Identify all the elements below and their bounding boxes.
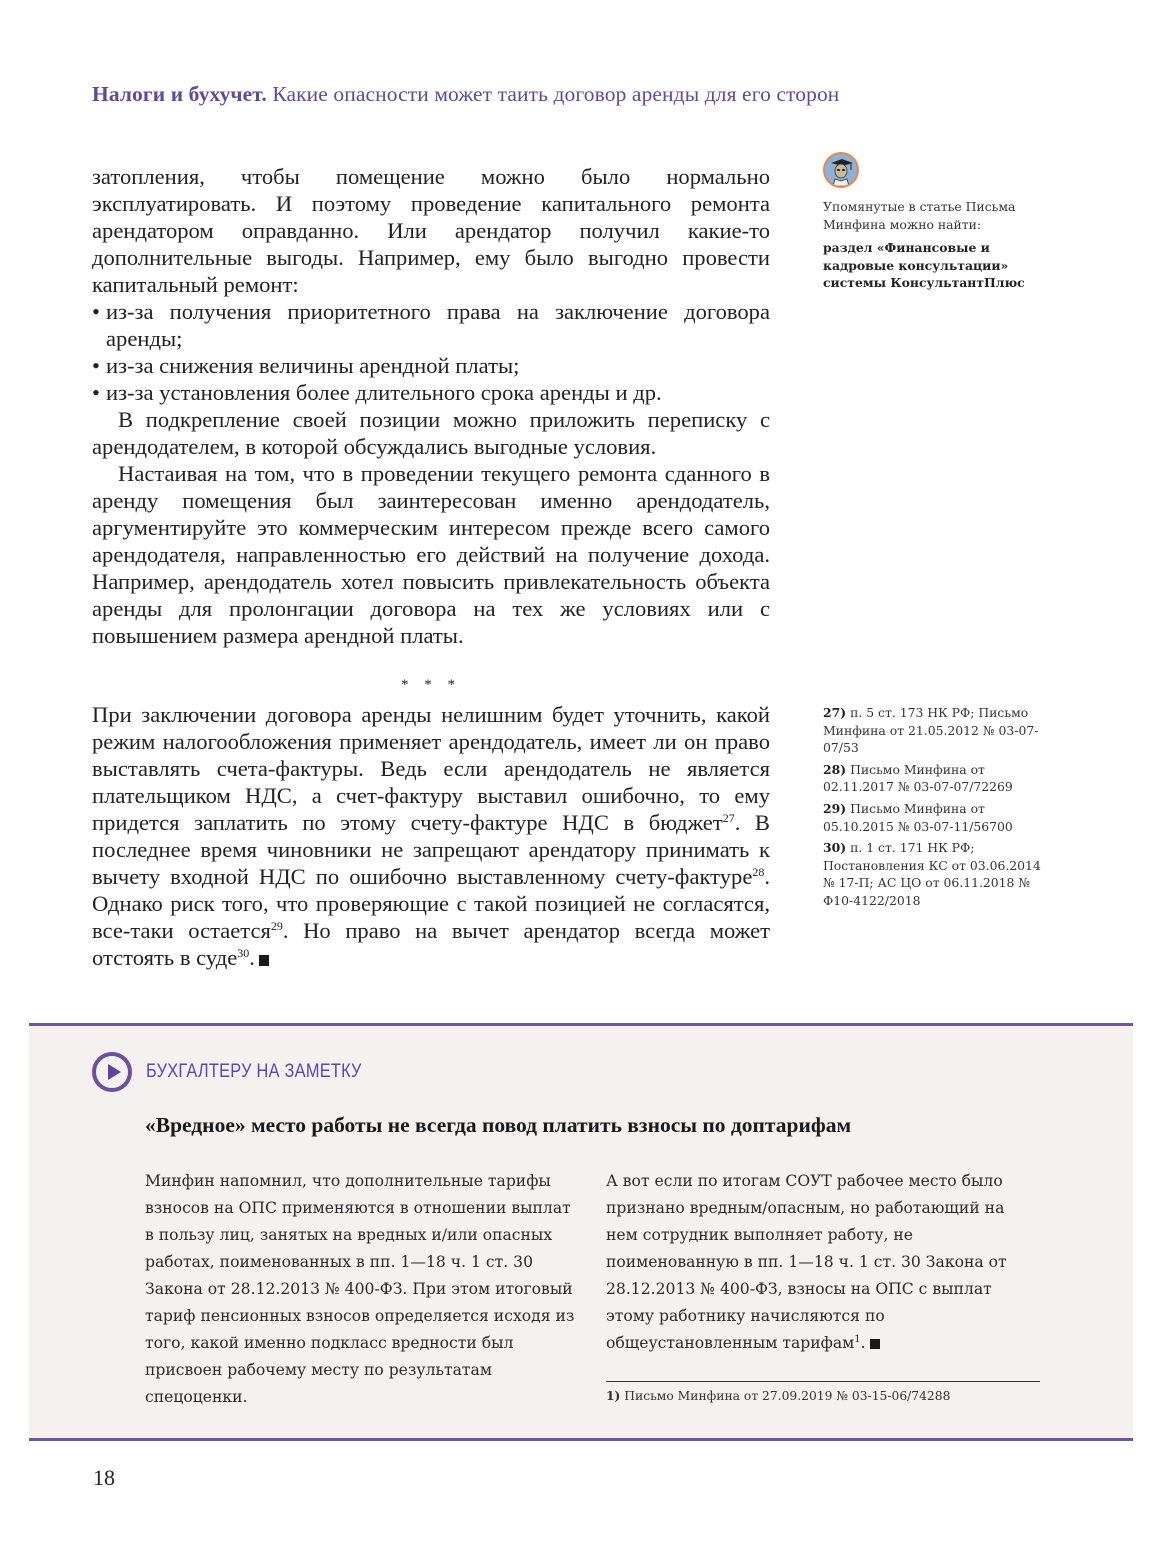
paragraph: В подкрепление своей позиции можно приложить переписку с арендодателем, в которой обсуждались выгодные условия. <box>92 407 770 459</box>
sidebar-note <box>823 152 1048 292</box>
footnote-ref[interactable]: 27 <box>722 811 735 825</box>
footnote-number: 27) <box>823 705 847 720</box>
box-column-right: А вот если по итогам СОУТ рабочее место было признано вредным/опасным, но работающий на нем сотрудник выполняет работу, не поименованную в пп. 1—18 ч. 1 ст. 30 Закона от 28.12.2013 № 400-ФЗ, взносы на ОПС с выплат этому работнику начисляются по общеустановленным тарифам$^1$. <box>606 1172 1007 1352</box>
box-footnote: 1) Письмо Минфина от 27.09.2019 № 03-15-06/74288 <box>606 1388 951 1403</box>
consultant-avatar-icon <box>823 152 859 188</box>
footnote-item: 28) Письмо Минфина от 02.11.2017 № 03-07-07/72269 <box>823 761 1013 795</box>
footnote-item: 30) п. 1 ст. 171 НК РФ; Постановления КС от 03.06.2014 № 17-П; АС ЦО от 06.11.2018 № Ф10-4122/2018 <box>823 840 1041 908</box>
paragraph: Настаивая на том, что в проведении текущего ремонта сданного в аренду помещения был заинтересован именно арендодатель, аргументируйте это коммерческим интересом прежде всего самого арендодателя, направленностью его действий на получение дохода. Например, арендодатель хотел повысить привлекательность объекта аренды для пролонгации договора на тех же условиях или с повышением размера арендной платы. <box>92 461 770 648</box>
box-title: «Вредное» место работы не всегда повод платить взносы по доптарифам <box>145 1113 852 1137</box>
paragraph: При заключении договора аренды нелишним будет уточнить, какой режим налогообложения применяет арендодатель, имеет ли он право выставлять счета-фактуры. Ведь если арендодатель не является плательщиком НДС, а счет-фактуру выставил ошибочно, то ему придется заплатить по этому счету-фактуре НДС в бюджет$^{27}$. В последнее время чиновники не запрещают арендатору принимать к вычету входной НДС по ошибочно выставленному счету-фактуре$^{28}$. Однако риск того, что проверяющие с такой позицией не согласятся, все-таки остается$^{29}$. Но право на вычет арендатор всегда может отстоять в суде$^{30}$. <box>92 702 771 970</box>
sidebar-source: раздел «Финансовые и кадровые консультации» системы КонсультантПлюс <box>823 240 1025 291</box>
footnote-ref[interactable]: 1 <box>854 1334 861 1345</box>
footnote-number: 30) <box>823 840 847 856</box>
page-number: 18 <box>93 1465 115 1490</box>
box-header <box>92 1052 397 1092</box>
accountant-note-box <box>29 1023 1133 1441</box>
footnote-item: 29) Письмо Минфина от 05.10.2015 № 03-07-11/56700 <box>823 800 1013 834</box>
end-of-note-icon <box>870 1339 880 1349</box>
section-separator: * * * <box>401 677 461 693</box>
sidebar-note-text: Упомянутые в статье Письма Минфина можно найти: <box>823 199 1016 232</box>
footnote-number: 28) <box>823 761 847 777</box>
bullet-list <box>92 298 770 406</box>
article-body <box>92 163 770 971</box>
box-label: БУХГАЛТЕРУ НА ЗАМЕТКУ <box>146 1061 362 1082</box>
footnote-ref[interactable]: 29 <box>270 919 283 933</box>
footnote-number: 1) <box>606 1388 621 1403</box>
list-item: • из-за получения приоритетного права на заключение договора аренды; <box>92 298 770 352</box>
list-item: • из-за снижения величины арендной платы; <box>92 352 770 379</box>
list-item: • из-за установления более длительного срока аренды и др. <box>92 379 770 406</box>
section-name: Налоги и бухучет. <box>92 82 267 106</box>
end-of-article-icon <box>259 955 269 966</box>
running-header <box>92 82 839 107</box>
footnote-divider <box>606 1381 1040 1382</box>
play-circle-icon <box>92 1052 132 1092</box>
box-column-left: Минфин напомнил, что дополнительные тарифы взносов на ОПС применяются в отношении выплат в пользу лиц, занятых на вредных и/или опасных работах, поименованных в пп. 1—18 ч. 1 ст. 30 Закона от 28.12.2013 № 400-ФЗ. При этом итоговый тариф пенсионных взносов определяется исходя из того, какой именно подкласс вредности был присвоен рабочему месту по результатам спецоценки. <box>145 1172 575 1406</box>
footnote-ref[interactable]: 30 <box>237 946 250 960</box>
footnote-ref[interactable]: 28 <box>752 865 765 879</box>
footnote-number: 29) <box>823 800 847 816</box>
footnote-item: 27) п. 5 ст. 173 НК РФ; Письмо Минфина от 21.05.2012 № 03-07-07/53 <box>823 705 1039 756</box>
paragraph: затопления, чтобы помещение можно было нормально эксплуатировать. И поэтому проведение капитального ремонта арендатором оправданно. Или арендатор получил какие-то дополнительные выгоды. Например, ему было выгодно провести капитальный ремонт: <box>92 164 770 297</box>
footnotes <box>823 704 1048 914</box>
article-title: Какие опасности может таить договор аренды для его сторон <box>272 82 840 106</box>
